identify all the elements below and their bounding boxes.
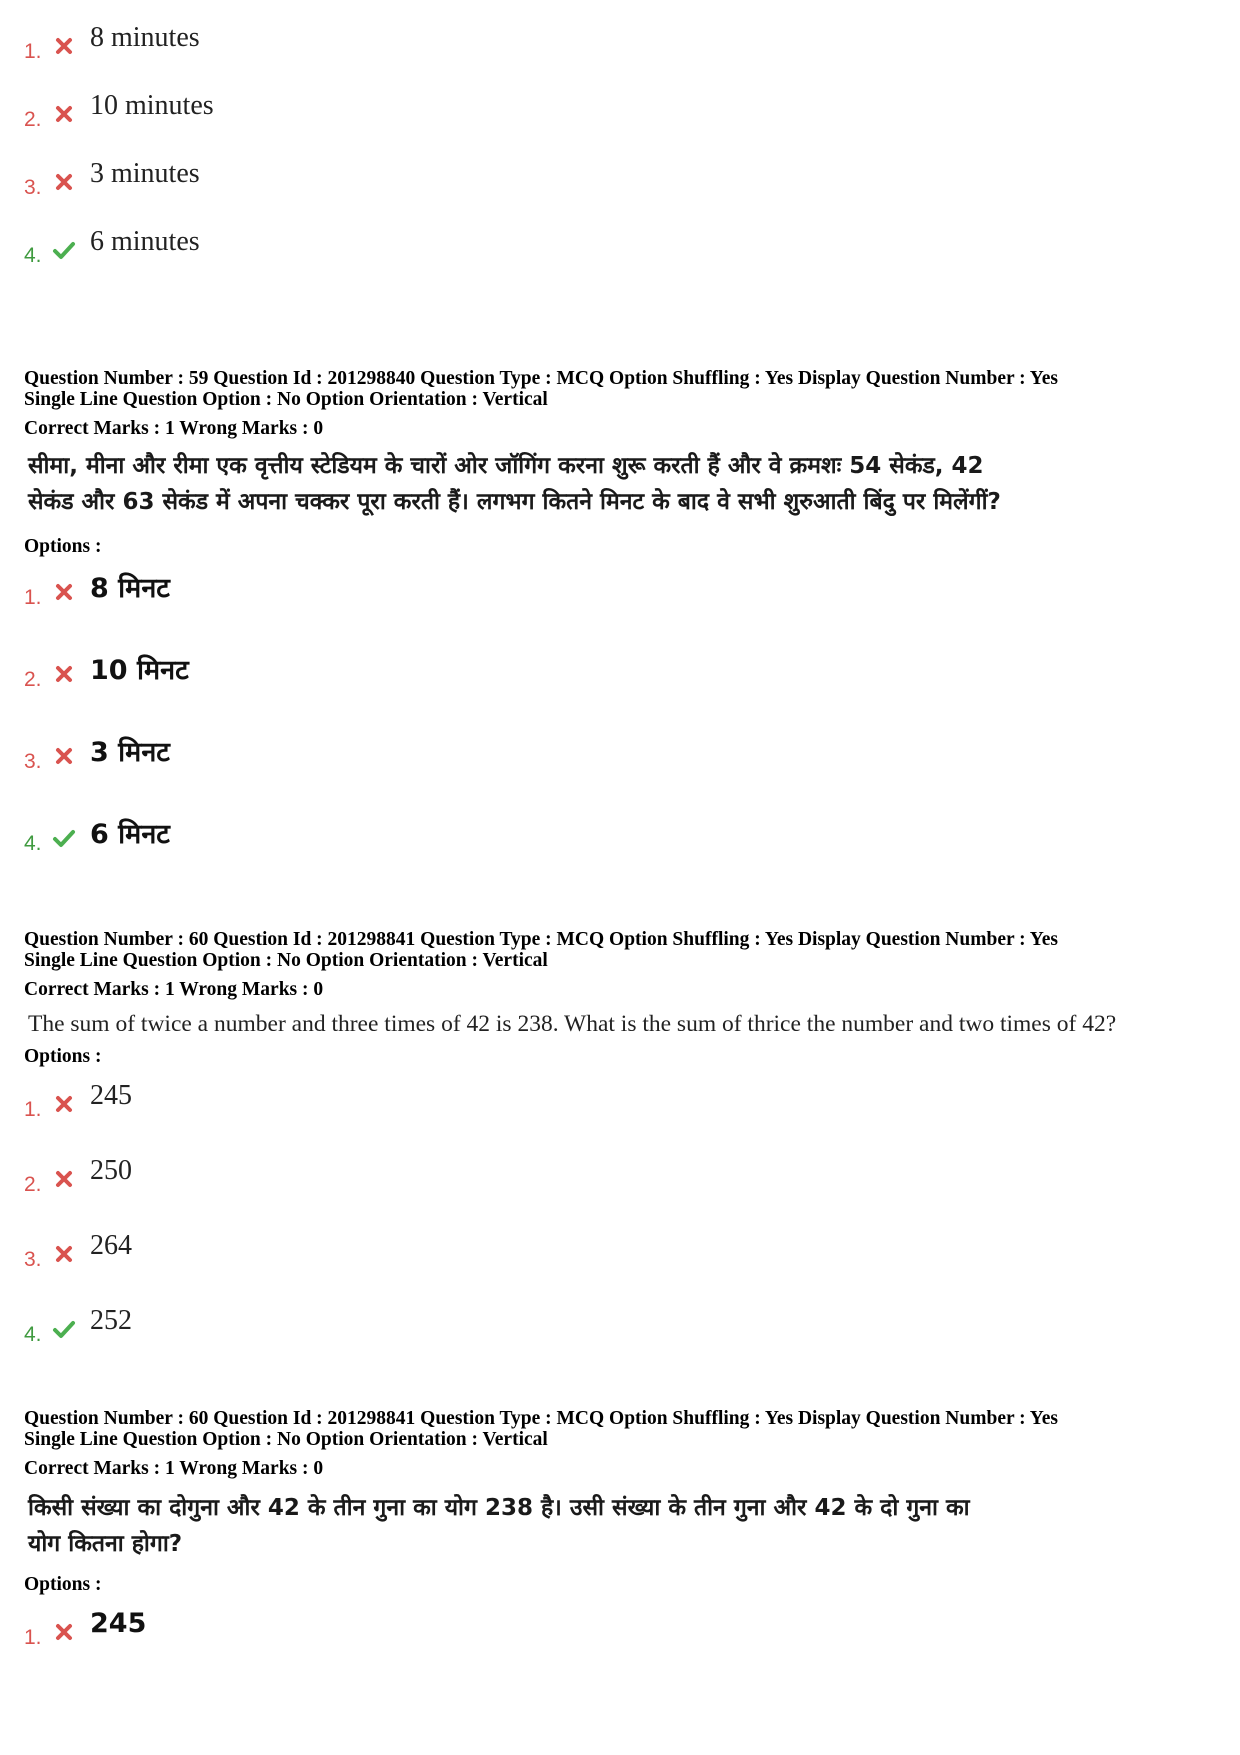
option-text: 250 bbox=[90, 1155, 132, 1186]
option-number: 1. bbox=[24, 586, 42, 609]
question-meta-line: Question Number : 60 Question Id : 201298841 Question Type : MCQ Option Shuffling : Yes Display Question Number : Yes bbox=[24, 929, 1058, 950]
option-number: 3. bbox=[24, 176, 42, 199]
question-meta-line: Single Line Question Option : No Option Orientation : Vertical bbox=[24, 389, 548, 410]
question-meta-line: Single Line Question Option : No Option Orientation : Vertical bbox=[24, 1429, 548, 1450]
option-text: 6 minutes bbox=[90, 226, 200, 257]
option-text: 3 मिनट bbox=[90, 737, 170, 768]
question-text-line: किसी संख्या का दोगुना और 42 के तीन गुना का योग 238 है। उसी संख्या के तीन गुना और 42 के दो गुना का bbox=[28, 1495, 970, 1521]
cross-icon bbox=[52, 34, 76, 58]
cross-icon bbox=[52, 1167, 76, 1191]
option-number: 4. bbox=[24, 832, 42, 855]
option-text: 10 minutes bbox=[90, 90, 214, 121]
option-number: 2. bbox=[24, 108, 42, 131]
option-text: 252 bbox=[90, 1305, 132, 1336]
options-label: Options : bbox=[24, 1046, 102, 1067]
option-text: 264 bbox=[90, 1230, 132, 1261]
question-text: The sum of twice a number and three times of 42 is 238. What is the sum of thrice the number and two times of 42? bbox=[28, 1011, 1117, 1037]
option-text: 245 bbox=[90, 1080, 132, 1111]
question-meta-line: Question Number : 60 Question Id : 201298841 Question Type : MCQ Option Shuffling : Yes Display Question Number : Yes bbox=[24, 1408, 1058, 1429]
question-text-line: सीमा, मीना और रीमा एक वृत्तीय स्टेडियम के चारों ओर जॉगिंग करना शुरू करती हैं और वे क्रमशः 54 सेकंड, 42 bbox=[28, 453, 984, 479]
cross-icon bbox=[52, 170, 76, 194]
marks-line: Correct Marks : 1 Wrong Marks : 0 bbox=[24, 1458, 324, 1479]
option-text: 6 मिनट bbox=[90, 819, 170, 850]
option-number: 1. bbox=[24, 1626, 42, 1649]
option-number: 3. bbox=[24, 1248, 42, 1271]
question-meta-line: Question Number : 59 Question Id : 201298840 Question Type : MCQ Option Shuffling : Yes Display Question Number : Yes bbox=[24, 368, 1058, 389]
option-text: 3 minutes bbox=[90, 158, 200, 189]
option-number: 4. bbox=[24, 1323, 42, 1346]
option-text: 8 minutes bbox=[90, 22, 200, 53]
options-label: Options : bbox=[24, 1574, 102, 1595]
cross-icon bbox=[52, 1620, 76, 1644]
cross-icon bbox=[52, 1242, 76, 1266]
marks-line: Correct Marks : 1 Wrong Marks : 0 bbox=[24, 418, 324, 439]
question-text-line: सेकंड और 63 सेकंड में अपना चक्कर पूरा करती हैं। लगभग कितने मिनट के बाद वे सभी शुरुआती बिंदु पर मिलेंगीं? bbox=[28, 489, 1001, 515]
cross-icon bbox=[52, 662, 76, 686]
option-number: 4. bbox=[24, 244, 42, 267]
option-number: 3. bbox=[24, 750, 42, 773]
option-text: 245 bbox=[90, 1608, 147, 1639]
check-icon bbox=[52, 238, 76, 262]
cross-icon bbox=[52, 102, 76, 126]
cross-icon bbox=[52, 744, 76, 768]
option-number: 2. bbox=[24, 1173, 42, 1196]
cross-icon bbox=[52, 1092, 76, 1116]
check-icon bbox=[52, 1317, 76, 1341]
question-meta-line: Single Line Question Option : No Option Orientation : Vertical bbox=[24, 950, 548, 971]
option-text: 10 मिनट bbox=[90, 655, 189, 686]
option-text: 8 मिनट bbox=[90, 573, 170, 604]
question-text-line: योग कितना होगा? bbox=[28, 1531, 183, 1557]
option-number: 1. bbox=[24, 40, 42, 63]
marks-line: Correct Marks : 1 Wrong Marks : 0 bbox=[24, 979, 324, 1000]
option-number: 1. bbox=[24, 1098, 42, 1121]
cross-icon bbox=[52, 580, 76, 604]
option-number: 2. bbox=[24, 668, 42, 691]
options-label: Options : bbox=[24, 536, 102, 557]
check-icon bbox=[52, 826, 76, 850]
